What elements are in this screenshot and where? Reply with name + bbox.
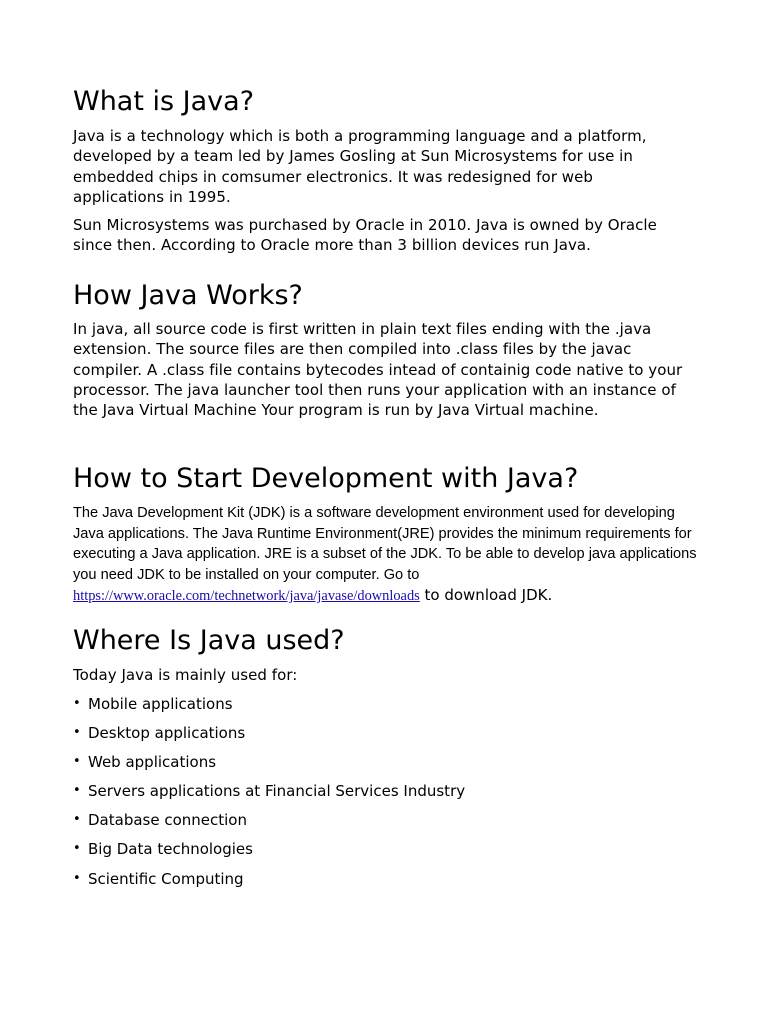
bullet-icon: • [73, 725, 81, 741]
start-development-tail: to download JDK. [419, 586, 553, 604]
list-item-text: Big Data technologies [88, 840, 253, 859]
heading-what-is-java: What is Java? [73, 86, 255, 117]
heading-where-java-used: Where Is Java used? [73, 625, 345, 656]
bullet-icon: • [73, 754, 81, 770]
paragraph-start-development [73, 503, 703, 607]
heading-start-development: How to Start Development with Java? [73, 463, 579, 494]
paragraph-how-java-works: In java, all source code is first written in plain text files ending with the .java extension. The source files are then compiled into .class files by the javac compiler. A .class file contains bytecodes intead of containig code native to your processor. The java launcher tool then runs your application with an instance of the Java Virtual Machine Your program is run by Java Virtual machine. [73, 320, 683, 420]
jdk-download-link[interactable]: https://www.oracle.com/technetwork/java/javase/downloads [73, 588, 420, 604]
bullet-icon: • [73, 841, 81, 857]
list-item [73, 781, 465, 810]
bullet-icon: • [73, 696, 81, 711]
list-item [73, 723, 465, 752]
list-item-text: Database connection [88, 811, 247, 830]
list-item [73, 810, 465, 839]
bullet-icon: • [73, 812, 81, 828]
bullet-icon: • [73, 783, 81, 799]
list-item-text: Scientific Computing [88, 869, 244, 888]
bullet-icon: • [73, 870, 81, 886]
usage-list [73, 694, 465, 898]
list-item [73, 694, 465, 723]
list-item [73, 839, 465, 868]
paragraph-java-definition: Java is a technology which is both a programming language and a platform, developed by a team led by James Gosling at Sun Microsystems for use in embedded chips in comsumer electronics. It was redesigned for web applications in 1995. [73, 127, 647, 206]
list-item-text: Desktop applications [88, 724, 246, 743]
list-item-text: Servers applications at Financial Services Industry [88, 782, 466, 801]
list-item [73, 752, 465, 781]
list-item [73, 869, 465, 898]
start-development-text: The Java Development Kit (JDK) is a software development environment used for developing Java applications. The Java Runtime Environment(JRE) provides the minimum requirements for executing a Java application. JRE is a subset of the JDK. To be able to develop java applications you need JDK to be installed on your computer. Go to [73, 505, 697, 583]
heading-how-java-works: How Java Works? [73, 280, 303, 311]
paragraph-java-ownership: Sun Microsystems was purchased by Oracle in 2010. Java is owned by Oracle since then. According to Oracle more than 3 billion devices run Java. [73, 216, 657, 255]
list-item-text: Web applications [88, 753, 217, 772]
list-item-text: Mobile applications [88, 695, 233, 713]
paragraph-where-intro: Today Java is mainly used for: [73, 666, 298, 684]
